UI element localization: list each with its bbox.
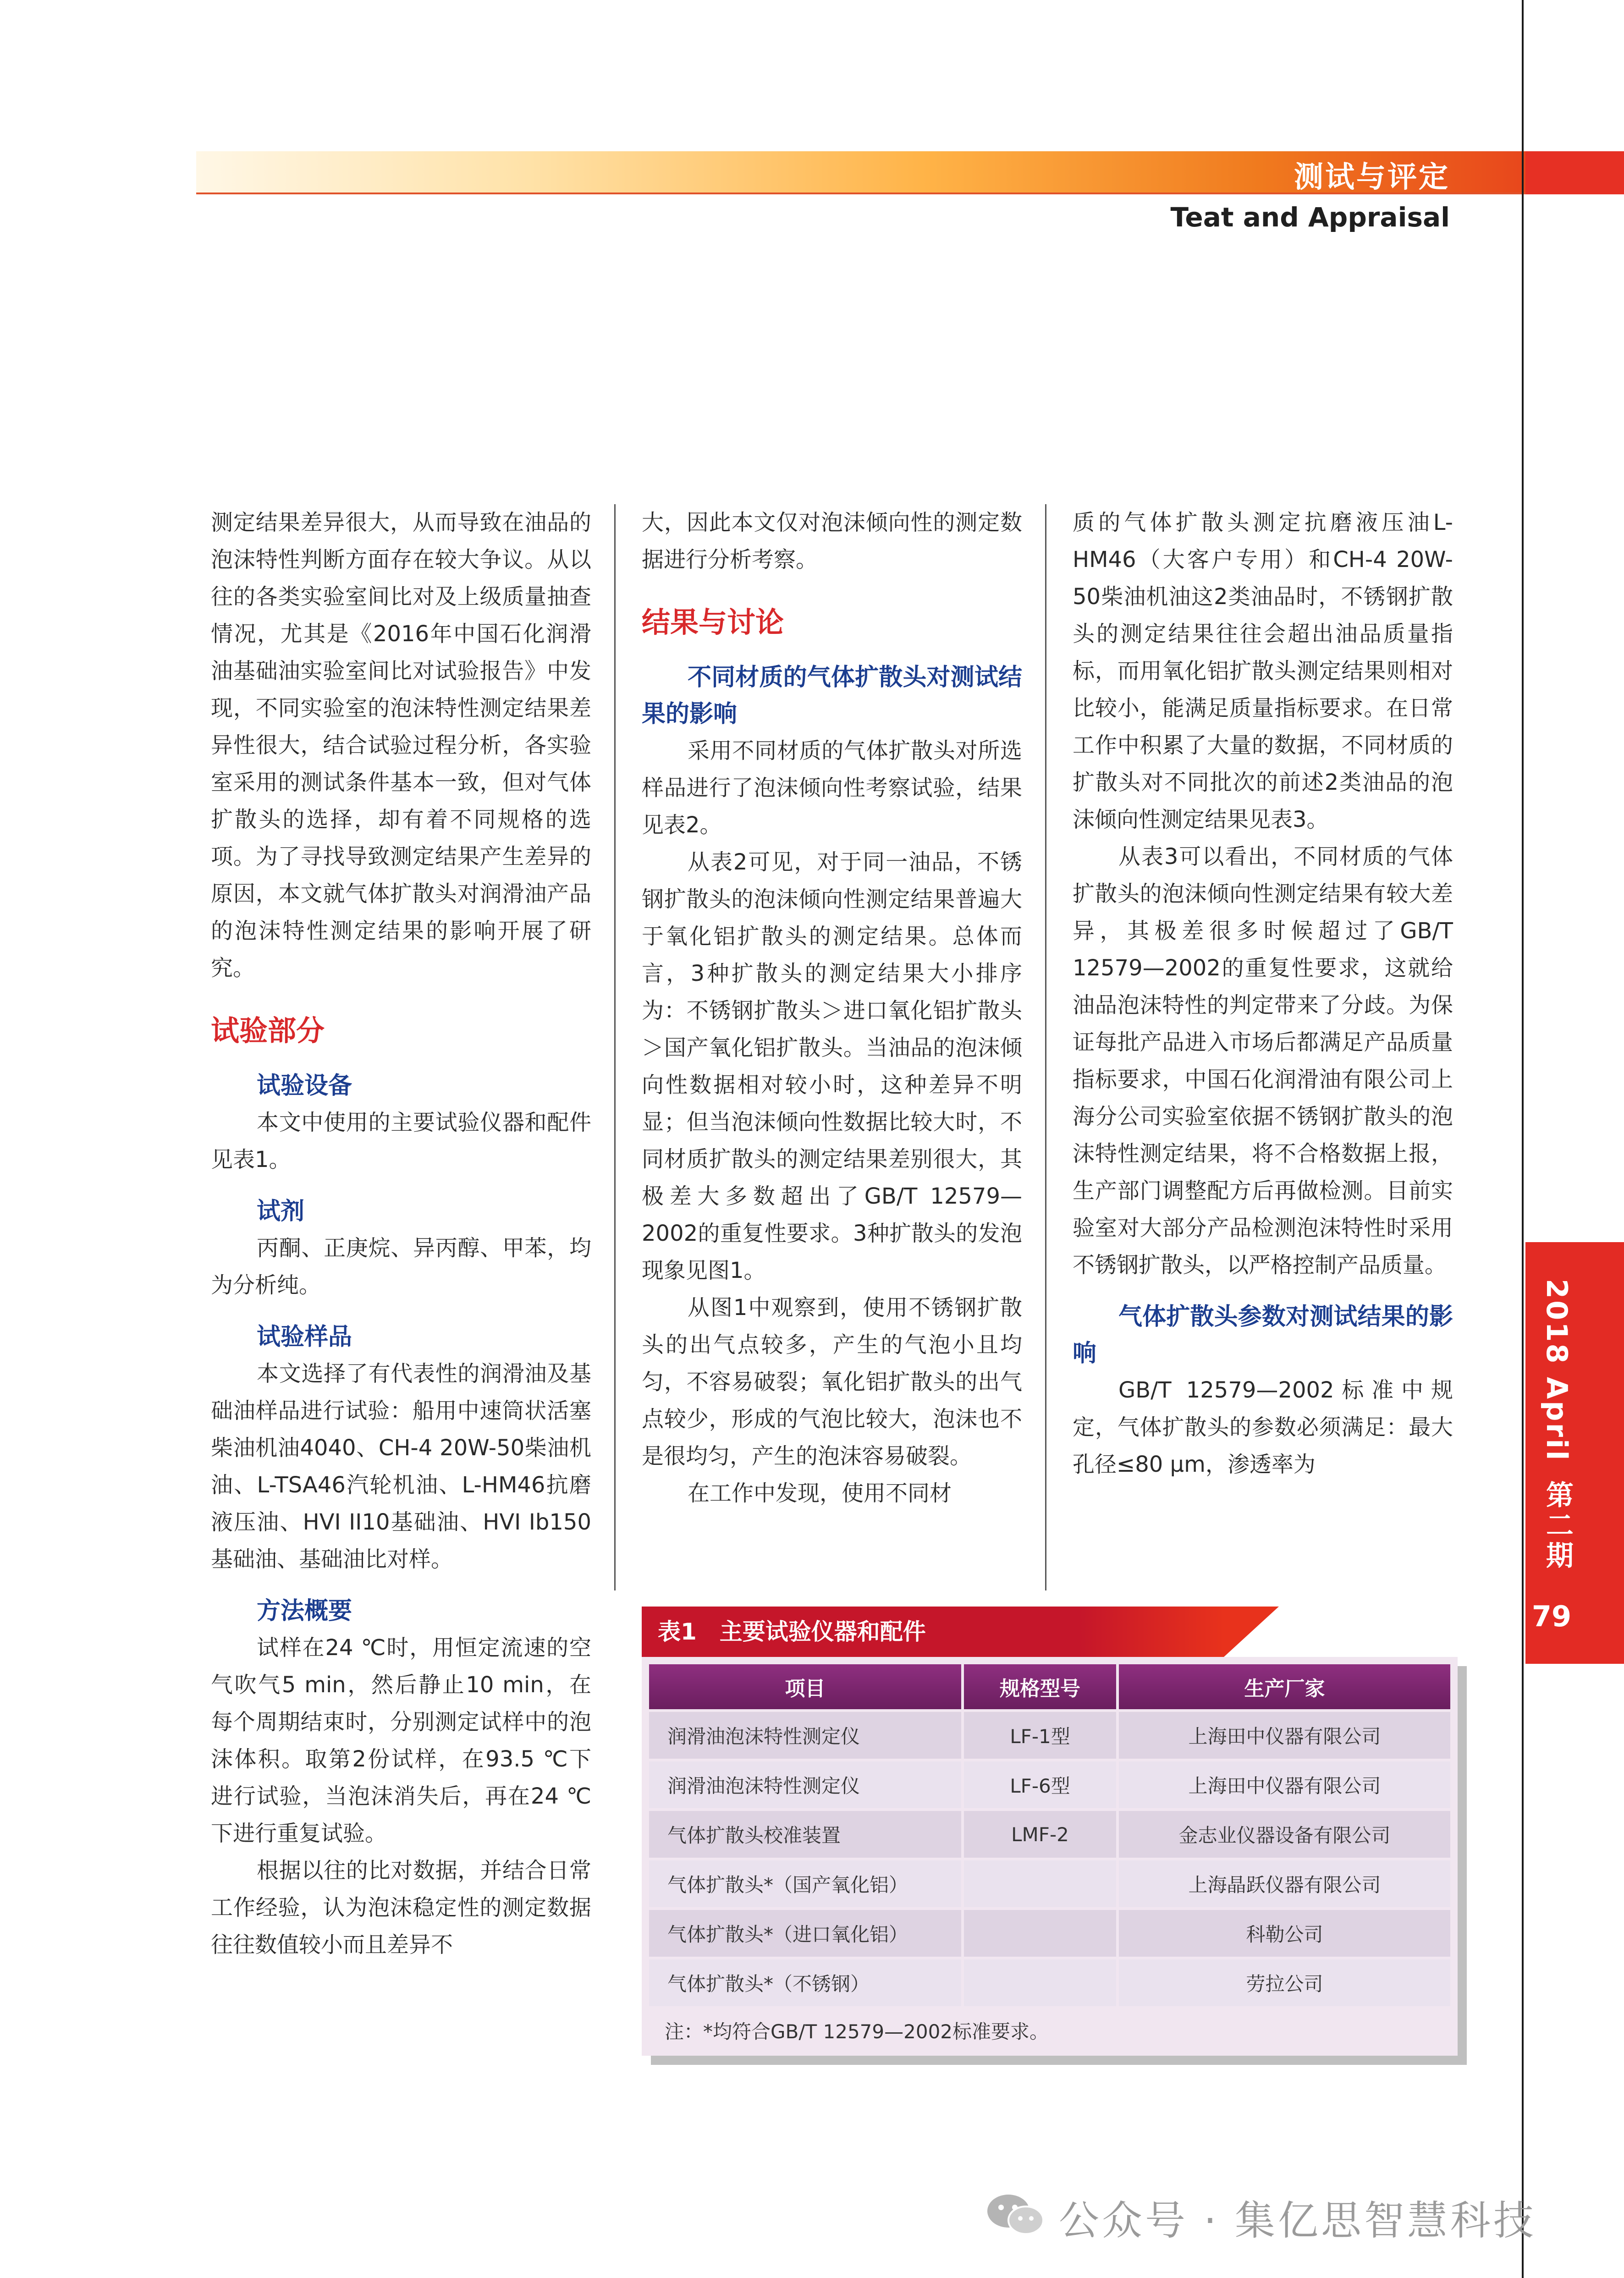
issue-date: 2018 April [1540, 1279, 1574, 1462]
section-title-cn: 测试与评定 [1294, 160, 1450, 194]
table-row [649, 1959, 1450, 2006]
table-cell: 润滑油泡沫特性测定仪 [649, 1712, 961, 1759]
paragraph: 在工作中发现，使用不同材 [688, 1480, 952, 1506]
paragraph: 采用不同材质的气体扩散头对所选样品进行了泡沫倾向性考察试验，结果见表2。 [642, 738, 1022, 838]
wechat-icon [985, 2191, 1045, 2237]
subsection-heading: 试验设备 [257, 1072, 352, 1100]
column-divider [1045, 504, 1046, 1590]
table-cell: 上海晶跃仪器有限公司 [1119, 1860, 1450, 1907]
table-header-cell: 生产厂家 [1119, 1664, 1450, 1709]
subsection-heading: 试剂 [257, 1198, 305, 1225]
table-cell: 金志业仪器设备有限公司 [1119, 1811, 1450, 1858]
table-cell: 上海田中仪器有限公司 [1119, 1712, 1450, 1759]
table-cell: LF-1型 [964, 1712, 1116, 1759]
table-cell: 气体扩散头*（进口氧化铝） [649, 1910, 961, 1957]
page-edge-line [1522, 0, 1524, 2278]
table-footnote: 注：*均符合GB/T 12579—2002标准要求。 [665, 2020, 1049, 2043]
table-cell [964, 1959, 1116, 2006]
table-cell: 科勒公司 [1119, 1910, 1450, 1957]
subsection-heading: 气体扩散头参数对测试结果的影响 [1073, 1303, 1453, 1367]
paragraph: 本文中使用的主要试验仪器和配件见表1。 [211, 1110, 591, 1172]
section-heading: 结果与讨论 [642, 605, 784, 639]
table-header-cell: 项目 [649, 1664, 961, 1709]
paragraph: 根据以往的比对数据，并结合日常工作经验，认为泡沫稳定性的测定数据往往数值较小而且差异不 [211, 1858, 591, 1958]
table-title: 表1 主要试验仪器和配件 [658, 1618, 926, 1645]
table-row [649, 1712, 1450, 1759]
table-header-cell: 规格型号 [964, 1664, 1116, 1709]
table-row [649, 1761, 1450, 1808]
header-accent-block [1525, 151, 1624, 194]
equipment-table [646, 1662, 1453, 2009]
paragraph: 质的气体扩散头测定抗磨液压油L-HM46（大客户专用）和CH-4 20W-50柴油机油这2类油品时，不锈钢扩散头的测定结果往往会超出油品质量指标，而用氧化铝扩散头测定结果则相对比较小，能满足质量指标要求。在日常工作中积累了大量的数据，不同材质的扩散头对不同批次的前述2类油品的泡沫倾向性测定结果见表3。 [1073, 510, 1453, 832]
page-number: 79 [1531, 1600, 1572, 1633]
table-cell: 劳拉公司 [1119, 1959, 1450, 2006]
paragraph: 大，因此本文仅对泡沫倾向性的测定数据进行分析考察。 [642, 510, 1022, 572]
subsection-heading: 不同材质的气体扩散头对测试结果的影响 [642, 664, 1022, 728]
section-title-en: Teat and Appraisal [1170, 202, 1450, 233]
section-heading: 试验部分 [211, 1014, 325, 1047]
table-row [649, 1811, 1450, 1858]
table-cell: LF-6型 [964, 1761, 1116, 1808]
issue-number: 第二期 [1541, 1480, 1574, 1571]
paragraph: 从表3可以看出，不同材质的气体扩散头的泡沫倾向性测定结果有较大差异，其极差很多时候超过了GB/T 12579—2002的重复性要求，这就给油品泡沫特性的判定带来了分歧。为保证每批产品进入市场后都满足产品质量指标要求，中国石化润滑油有限公司上海分公司实验室依据不锈钢扩散头的泡沫特性测定结果，将不合格数据上报，生产部门调整配方后再做检测。目前实验室对大部分产品检测泡沫特性时采用不锈钢扩散头，以严格控制产品质量。 [1073, 844, 1453, 1278]
article-column-3 [1073, 504, 1453, 1483]
article-column-1 [211, 504, 591, 1964]
article-column-2 [642, 504, 1022, 1512]
subsection-heading: 方法概要 [257, 1597, 352, 1625]
table-cell [964, 1860, 1116, 1907]
watermark-text: 公众号 · 集亿思智慧科技 [1059, 2197, 1536, 2244]
table-cell: 上海田中仪器有限公司 [1119, 1761, 1450, 1808]
paragraph: 本文选择了有代表性的润滑油及基础油样品进行试验：船用中速筒状活塞柴油机油4040、CH-4 20W-50柴油机油、L-TSA46汽轮机油、L-HM46抗磨液压油、HVI II10基础油、HVI Ib150基础油、基础油比对样。 [211, 1361, 591, 1572]
paragraph: GB/T 12579—2002标准中规定，气体扩散头的参数必须满足：最大孔径≤80 μm，渗透率为 [1073, 1377, 1453, 1477]
table-cell [964, 1910, 1116, 1957]
table-cell: 润滑油泡沫特性测定仪 [649, 1761, 961, 1808]
table-header-row [649, 1664, 1450, 1709]
column-divider [614, 504, 616, 1590]
paragraph: 丙酮、正庚烷、异丙醇、甲苯，均为分析纯。 [211, 1235, 591, 1298]
paragraph: 从图1中观察到，使用不锈钢扩散头的出气点较多，产生的气泡小且均匀，不容易破裂；氧化铝扩散头的出气点较少，形成的气泡比较大，泡沫也不是很均匀，产生的泡沫容易破裂。 [642, 1295, 1022, 1469]
paragraph: 试样在24 ℃时，用恒定流速的空气吹气5 min，然后静止10 min，在每个周期结束时，分别测定试样中的泡沫体积。取第2份试样，在93.5 ℃下进行试验，当泡沫消失后，再在24 ℃下进行重复试验。 [211, 1635, 591, 1846]
table-row [649, 1910, 1450, 1957]
paragraph: 测定结果差异很大，从而导致在油品的泡沫特性判断方面存在较大争议。从以往的各类实验室间比对及上级质量抽查情况，尤其是《2016年中国石化润滑油基础油实验室间比对试验报告》中发现，不同实验室的泡沫特性测定结果差异性很大，结合试验过程分析，各实验室采用的测试条件基本一致，但对气体扩散头的选择，却有着不同规格的选项。为了寻找导致测定结果产生差异的原因，本文就气体扩散头对润滑油产品的泡沫特性测定结果的影响开展了研究。 [211, 510, 591, 981]
table-cell: 气体扩散头校准装置 [649, 1811, 961, 1858]
table-cell: 气体扩散头*（不锈钢） [649, 1959, 961, 2006]
subsection-heading: 试验样品 [257, 1323, 352, 1351]
table-cell: LMF-2 [964, 1811, 1116, 1858]
paragraph: 从表2可见，对于同一油品，不锈钢扩散头的泡沫倾向性测定结果普遍大于氧化铝扩散头的测定结果。总体而言，3种扩散头的测定结果大小排序为：不锈钢扩散头＞进口氧化铝扩散头＞国产氧化铝扩散头。当油品的泡沫倾向性数据相对较小时，这种差异不明显；但当泡沫倾向性数据比较大时，不同材质扩散头的测定结果差别很大，其极差大多数超出了GB/T 12579—2002的重复性要求。3种扩散头的发泡现象见图1。 [642, 849, 1022, 1283]
table-cell: 气体扩散头*（国产氧化铝） [649, 1860, 961, 1907]
table-row [649, 1860, 1450, 1907]
